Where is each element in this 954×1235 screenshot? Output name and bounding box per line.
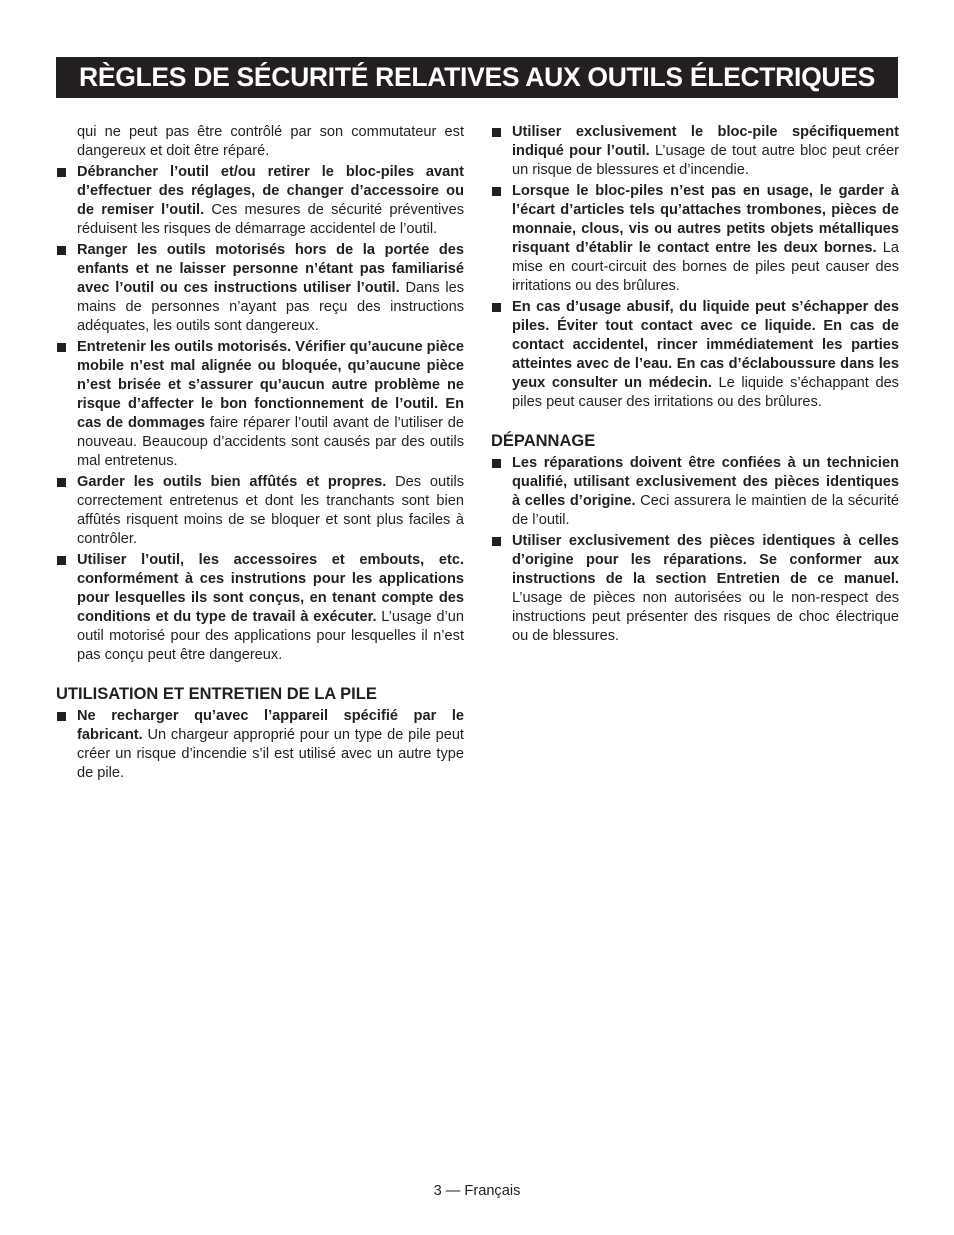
list-item-text: L’usage d’un outil motorisé pour des applications pour lesquelles il n’est pas conçu peut être dangereux. <box>77 609 464 663</box>
list-item-bold: Entretenir les outils motorisés. Vérifier qu’aucune pièce mobile n’est mal alignée ou bloquée, qu’aucune pièce n’est brisée et s’assurer qu’aucun autre problème ne risque d’affecter le bon fonctionnement de l’outil. En cas de dommages <box>77 339 464 431</box>
bullet-square-icon <box>57 168 66 177</box>
bullet-square-icon <box>492 537 501 546</box>
list-item-bold: En cas d’usage abusif, du liquide peut s’échapper des piles. Éviter tout contact avec ce liquide. En cas de contact accidentel, rincer immédiatement les parties atteintes avec de l’eau. En cas d’éclaboussure dans les yeux consulter un médecin. <box>512 299 899 391</box>
bullet-square-icon <box>57 343 66 352</box>
list-item-bold: Ne recharger qu’avec l’appareil spécifié par le fabricant. <box>77 708 464 743</box>
list-item-text: Le liquide s’échappant des piles peut causer des irritations ou des brûlures. <box>512 375 899 410</box>
list-item-bold: Utiliser exclusivement des pièces identiques à celles d’origine pour les réparations. Se conformer aux instructions de la section Entretien de ce manuel. <box>512 533 899 587</box>
list-item <box>491 454 899 530</box>
list-item <box>56 473 464 549</box>
section-heading-troubleshooting: DÉPANNAGE <box>491 432 596 450</box>
bullet-square-icon <box>492 459 501 468</box>
right-column <box>491 123 899 648</box>
list-item <box>491 532 899 646</box>
bullet-square-icon <box>57 712 66 721</box>
list-item-text: Dans les mains de personnes n’ayant pas reçu des instructions adéquates, les outils sont dangereux. <box>77 280 464 334</box>
page-title <box>56 57 898 98</box>
list-item <box>56 707 464 783</box>
list-item-bold: Utiliser exclusivement le bloc-pile spécifiquement indiqué pour l’outil. <box>512 124 899 159</box>
list-item-bold: Utiliser l’outil, les accessoires et embouts, etc. conformément à ces instrutions pour les applications pour lesquelles ils sont conçus, en tenant compte des conditions et du type de travail à exécuter. <box>77 552 464 625</box>
list-item-text: L’usage de tout autre bloc peut créer un risque de blessures et d’incendie. <box>512 143 899 178</box>
list-item <box>56 241 464 336</box>
left-column <box>56 123 464 785</box>
list-item-text: faire réparer l’outil avant de l’utiliser de nouveau. Beaucoup d’accidents sont causés par des outils mal entretenus. <box>77 415 464 469</box>
list-item-bold: Ranger les outils motorisés hors de la portée des enfants et ne laisser personne n’étant pas familiarisé avec l’outil ou ces instructions utiliser l’outil. <box>77 242 464 296</box>
bullet-square-icon <box>492 303 501 312</box>
list-item <box>491 123 899 180</box>
list-item <box>491 182 899 296</box>
list-item <box>491 298 899 412</box>
list-item-text: Ces mesures de sécurité préventives réduisent les risques de démarrage accidentel de l’outil. <box>77 202 465 237</box>
bullet-square-icon <box>492 128 501 137</box>
list-item <box>56 163 464 239</box>
bullet-square-icon <box>492 187 501 196</box>
bullet-square-icon <box>57 556 66 565</box>
list-item-text: La mise en court-circuit des bornes de piles peut causer des irritations ou des brûlures. <box>512 240 899 294</box>
list-item-text: Un chargeur approprié pour un type de pile peut créer un risque d’incendie s’il est utilisé avec un autre type de pile. <box>77 727 464 781</box>
page-footer <box>0 1183 954 1199</box>
bullet-square-icon <box>57 246 66 255</box>
section-heading-battery: UTILISATION ET ENTRETIEN DE LA PILE <box>56 685 377 703</box>
continuation-paragraph: qui ne peut pas être contrôlé par son commutateur est dangereux et doit être réparé. <box>77 124 464 159</box>
list-item-bold: Les réparations doivent être confiées à un technicien qualifié, utilisant exclusivement des pièces identiques à celles d’origine. <box>512 455 899 509</box>
list-item-text: L’usage de pièces non autorisées ou le non-respect des instructions peut présenter des risques de choc électrique ou de blessures. <box>512 590 899 644</box>
page-number-label: 3 — Français <box>433 1183 521 1199</box>
list-item-text: Des outils correctement entretenus et dont les tranchants sont bien affûtés risquent moins de se bloquer et sont plus faciles à contrôler. <box>77 474 464 547</box>
bullet-square-icon <box>57 478 66 487</box>
list-item <box>56 338 464 471</box>
list-item-bold: Lorsque le bloc-piles n’est pas en usage, le garder à l’écart d’articles tels qu’attaches trombones, pièces de monnaie, clous, vis ou autres petits objets métalliques risquant d’établir le contact entre les deux bornes. <box>512 183 899 256</box>
list-item-text: Ceci assurera le maintien de la sécurité de l’outil. <box>512 493 899 528</box>
page-title-text: RÈGLES DE SÉCURITÉ RELATIVES AUX OUTILS ÉLECTRIQUES <box>79 62 875 92</box>
list-item-bold: Garder les outils bien affûtés et propres. <box>77 474 387 490</box>
list-item <box>56 551 464 665</box>
list-item-bold: Débrancher l’outil et/ou retirer le bloc-piles avant d’effectuer des réglages, de changer d’accessoire ou de remiser l’outil. <box>77 164 464 218</box>
